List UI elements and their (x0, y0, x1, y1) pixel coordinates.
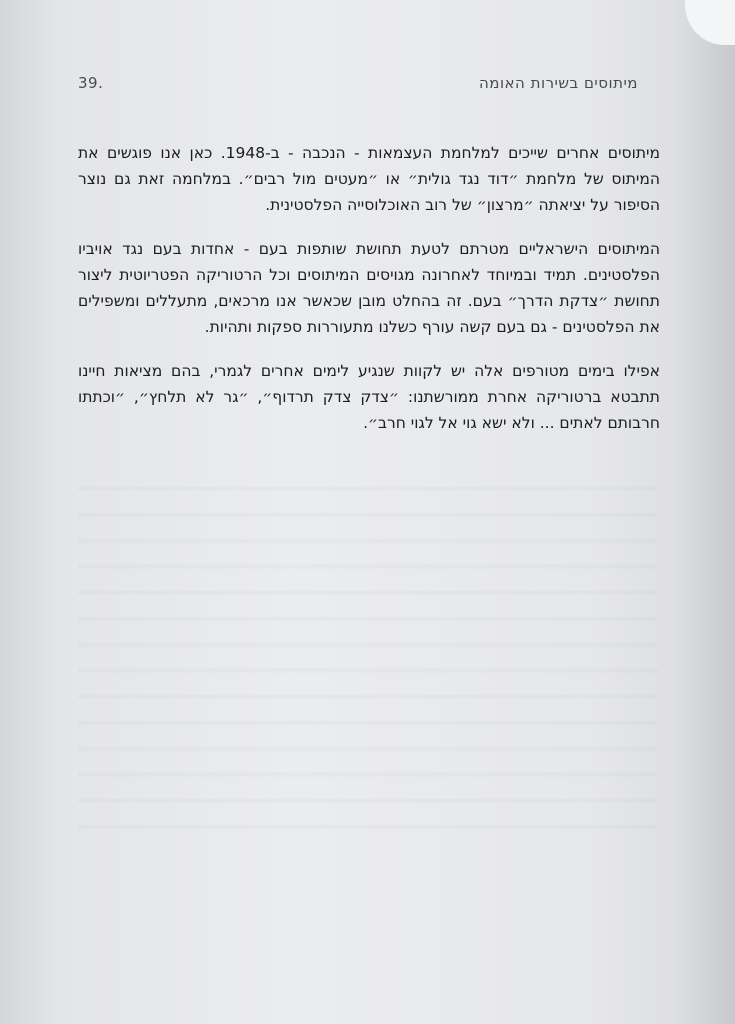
header-title: מיתוסים בשירות האומה (478, 74, 638, 92)
paragraph-3: אפילו בימים מטורפים אלה יש לקוות שנגיע לימים אחרים לגמרי, בהם מציאות חיינו תתבטא ברטוריקה אחרת ממורשתנו: ״צדק צדק תרדוף״, ״גר לא תלחץ״, ״וכתתו חרבותם לאתים ... ולא ישא גוי אל לגוי חרב״. (78, 362, 660, 432)
running-header (78, 74, 638, 92)
body-text (78, 140, 660, 454)
page-edge-shadow (675, 0, 735, 1024)
paragraph-1: מיתוסים אחרים שייכים למלחמת העצמאות - הנכבה - ב-1948. כאן אנו פוגשים את המיתוס של מלחמת ״דוד נגד גולית״ או ״מעטים מול רבים״. במלחמה זאת גם נוצר הסיפור על יציאתה ״מרצון״ של רוב האוכלוסייה הפלסטינית. (78, 144, 660, 214)
page-number: 39. (78, 74, 104, 92)
show-through-text (78, 470, 658, 830)
paragraph-2: המיתוסים הישראליים מטרתם לטעת תחושת שותפות בעם - אחדות בעם נגד אויביו הפלסטינים. תמיד ובמיוחד לאחרונה מגויסים המיתוסים וכל הרטוריקה הפטריוטית ליצור תחושת ״צדקת הדרך״ בעם. זה בהחלט מובן שכאשר אנו מרכאים, מתעללים ומשפילים את הפלסטינים - גם בעם קשה עורף כשלנו מתעוררות ספקות ותהיות. (78, 240, 660, 336)
